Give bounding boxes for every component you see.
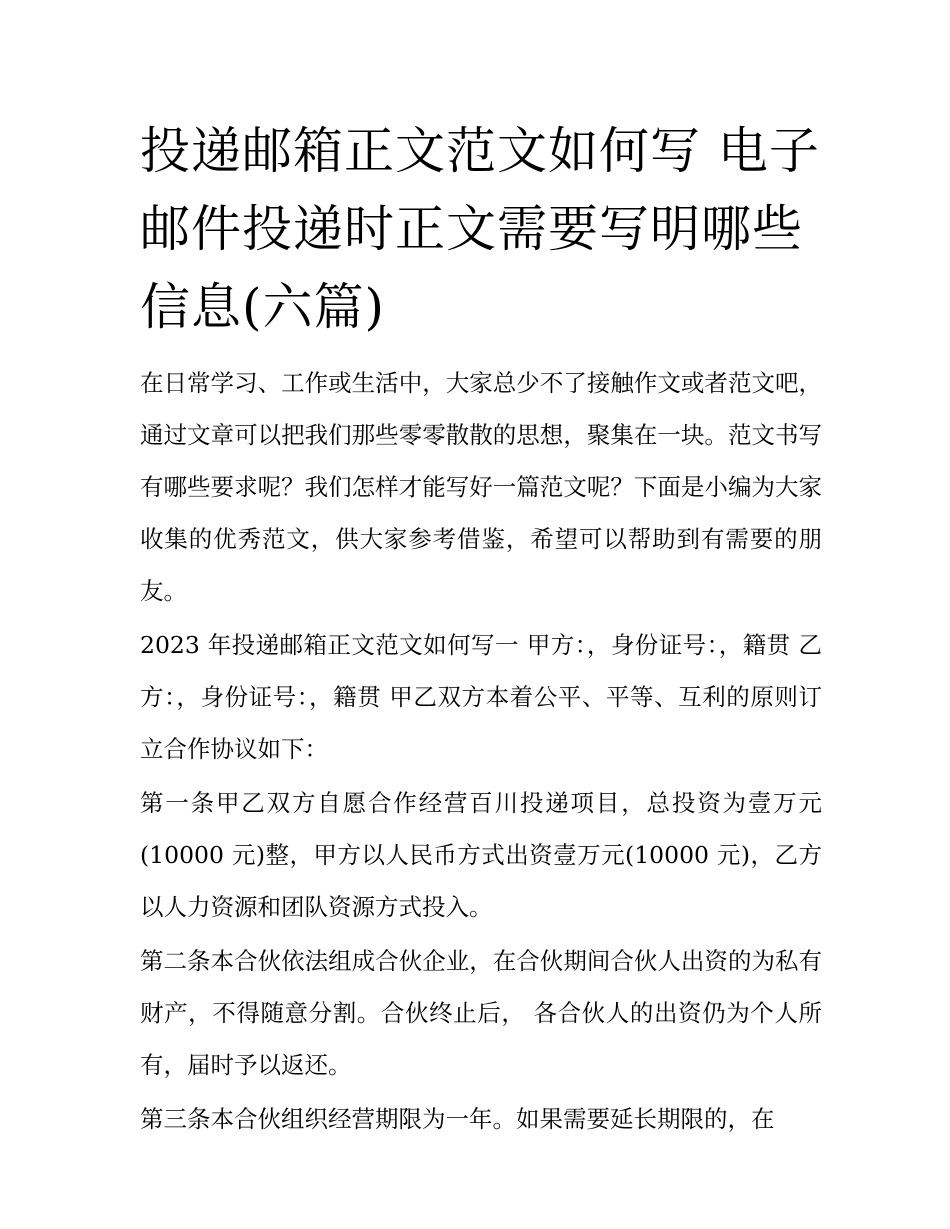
document-body: [140, 357, 822, 1147]
paragraph-intro: 在日常学习、工作或生活中，大家总少不了接触作文或者范文吧，通过文章可以把我们那些零零散散的思想，聚集在一块。范文书写有哪些要求呢？我们怎样才能写好一篇范文呢？下面是小编为大家收集的优秀范文，供大家参考借鉴，希望可以帮助到有需要的朋友。: [140, 369, 822, 605]
paragraph-article-3: 第三条本合伙组织经营期限为一年。如果需要延长期限的，在: [140, 1105, 775, 1133]
paragraph-article-1: 第一条甲乙双方自愿合作经营百川投递项目，总投资为壹万元(10000 元)整，甲方以人民币方式出资壹万元(10000 元)，乙方以人力资源和团队资源方式投入。: [140, 789, 822, 921]
paragraph-parties: 2023 年投递邮箱正文范文如何写一 甲方：，身份证号：，籍贯 乙方：，身份证号：，籍贯 甲乙双方本着公平、平等、互利的原则订立合作协议如下：: [140, 631, 822, 763]
page-title: 投递邮箱正文范文如何写 电子邮件投递时正文需要写明哪些信息(六篇): [140, 122, 820, 336]
paragraph-article-2: 第二条本合伙依法组成合伙企业，在合伙期间合伙人出资的为私有财产，不得随意分割。合伙终止后， 各合伙人的出资仍为个人所有，届时予以返还。: [140, 947, 822, 1079]
